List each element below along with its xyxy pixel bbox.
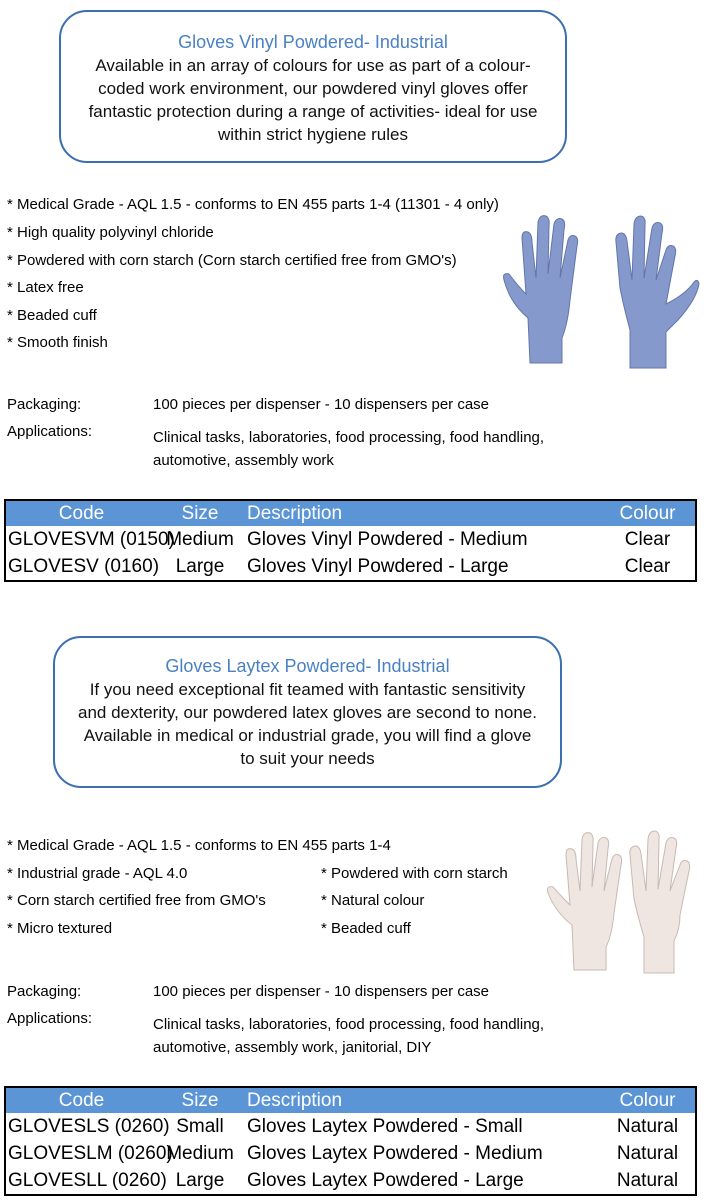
latex-applications-line1: Clinical tasks, laboratories, food processing, food handling, [153, 1016, 545, 1033]
latex-title: Gloves Laytex Powdered- Industrial [165, 656, 450, 676]
latex-applications-label: Applications: [7, 1010, 93, 1027]
latex-product-table [4, 1086, 697, 1196]
cell-colour: Natural [616, 1115, 679, 1137]
table-row [5, 1113, 696, 1140]
vinyl-bullet: * Medical Grade - AQL 1.5 - conforms to EN 455 parts 1-4 (11301 - 4 only) [7, 196, 499, 213]
cell-description: Gloves Laytex Powdered - Small [247, 1115, 523, 1137]
vinyl-intro-text: Available in an array of colours for use as part of a colour-coded work environment, our powdered vinyl gloves offer fantastic protection during a range of activities- ideal for use within strict hygiene rules [88, 56, 538, 144]
vinyl-title: Gloves Vinyl Powdered- Industrial [178, 32, 448, 52]
latex-intro-callout [53, 636, 562, 788]
latex-applications-line2: automotive, assembly work, janitorial, DIY [153, 1039, 432, 1056]
header-size: Size [155, 500, 245, 526]
cell-code: GLOVESV (0160) [8, 555, 160, 577]
header-colour: Colour [600, 500, 696, 526]
latex-bullet: * Beaded cuff [321, 920, 411, 937]
latex-bullet: * Micro textured [7, 920, 113, 937]
latex-intro-text: If you need exceptional fit teamed with fantastic sensitivity and dexterity, our powdered latex gloves are second to none. Available in medical or industrial grade, you will find a glove to suit your needs [78, 680, 537, 768]
table-header-row [5, 500, 696, 526]
cell-description: Gloves Laytex Powdered - Large [247, 1169, 524, 1191]
cell-code: GLOVESLL (0260) [8, 1169, 167, 1191]
cell-colour: Clear [624, 528, 671, 550]
cell-size: Medium [166, 1142, 234, 1164]
table-row [5, 1167, 696, 1195]
vinyl-bullet: * Beaded cuff [7, 307, 97, 324]
latex-gloves-image [540, 825, 700, 975]
vinyl-bullet: * Powdered with corn starch (Corn starch certified free from GMO's) [7, 252, 457, 269]
vinyl-applications-label: Applications: [7, 423, 93, 440]
latex-bullet: * Medical Grade - AQL 1.5 - conforms to EN 455 parts 1-4 [7, 837, 391, 854]
header-code: Code [5, 500, 155, 526]
header-description: Description [245, 500, 600, 526]
header-code: Code [5, 1087, 155, 1113]
latex-bullet: * Natural colour [321, 892, 425, 909]
cell-colour: Natural [616, 1142, 679, 1164]
vinyl-product-table [4, 499, 697, 582]
header-description: Description [245, 1087, 600, 1113]
table-row [5, 553, 696, 581]
vinyl-packaging-label: Packaging: [7, 396, 82, 413]
cell-size: Large [175, 1169, 225, 1191]
vinyl-intro-callout [59, 10, 567, 163]
vinyl-bullet: * Latex free [7, 279, 84, 296]
cell-size: Large [175, 555, 225, 577]
vinyl-gloves-image [500, 208, 700, 378]
cell-description: Gloves Vinyl Powdered - Large [247, 555, 509, 577]
cell-description: Gloves Vinyl Powdered - Medium [247, 528, 528, 550]
cell-colour: Natural [616, 1169, 679, 1191]
latex-bullet: * Corn starch certified free from GMO's [7, 892, 266, 909]
cell-code: GLOVESLS (0260) [8, 1115, 170, 1137]
cell-description: Gloves Laytex Powdered - Medium [247, 1142, 543, 1164]
vinyl-bullet: * Smooth finish [7, 334, 108, 351]
table-header-row [5, 1087, 696, 1113]
vinyl-applications-line2: automotive, assembly work [153, 452, 334, 469]
latex-bullet: * Powdered with corn starch [321, 865, 508, 882]
vinyl-bullet: * High quality polyvinyl chloride [7, 224, 214, 241]
latex-packaging-value: 100 pieces per dispenser - 10 dispensers per case [153, 983, 490, 1000]
cell-code: GLOVESLM (0260) [8, 1142, 173, 1164]
table-row [5, 1140, 696, 1167]
header-size: Size [155, 1087, 245, 1113]
vinyl-applications-line1: Clinical tasks, laboratories, food processing, food handling, [153, 429, 545, 446]
cell-colour: Clear [624, 555, 671, 577]
header-colour: Colour [600, 1087, 696, 1113]
cell-size: Medium [166, 528, 234, 550]
vinyl-packaging-value: 100 pieces per dispenser - 10 dispensers per case [153, 396, 490, 413]
cell-size: Small [176, 1115, 224, 1137]
latex-bullet: * Industrial grade - AQL 4.0 [7, 865, 188, 882]
latex-packaging-label: Packaging: [7, 983, 82, 1000]
cell-code: GLOVESVM (0150) [8, 528, 175, 550]
table-row [5, 526, 696, 553]
